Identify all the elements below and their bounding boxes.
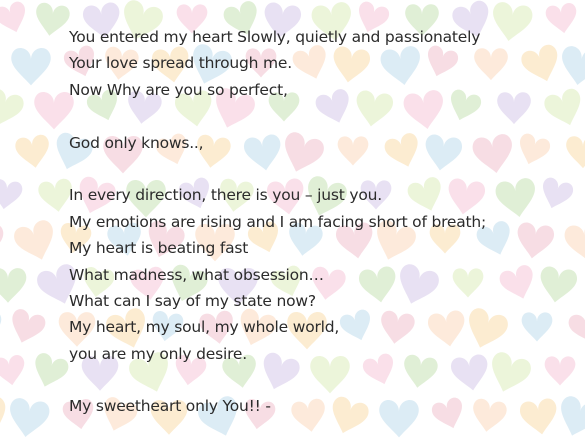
poem-text [69,24,569,420]
poem-signoff: My sweetheart only You!! - [69,397,271,416]
poem-line: You entered my heart Slowly, quietly and passionately [69,28,481,46]
heart-shape [14,134,52,171]
heart-shape [11,48,51,85]
heart-shape [33,2,71,39]
heart-shape [0,0,31,37]
stanza-break [69,156,569,182]
poem-line: God only knows.., [69,133,204,152]
heart-shape [0,224,3,259]
heart-shape [0,310,4,344]
heart-shape [581,89,585,132]
heart-shape [0,268,26,303]
poem-line: you are my only desire. [69,344,247,363]
stanza-break [69,367,569,393]
poem-line: My heart, my soul, my whole world, [69,318,340,337]
heart-shape [6,307,48,348]
heart-shape [0,87,26,131]
poem-line: Your love spread through me. [69,54,292,73]
heart-shape [0,43,6,75]
stanza-break [69,103,569,129]
poem-line: Now Why are you so perfect, [69,80,288,99]
heart-shape [581,0,585,40]
poem-line: My heart is beating fast [69,239,249,258]
heart-shape [29,351,71,392]
heart-shape [566,307,585,348]
poem-line: What can I say of my state now? [69,291,316,310]
poem-line: In every direction, there is you – just you. [69,186,382,205]
heart-shape [0,395,13,438]
heart-shape [12,218,61,266]
heart-shape [6,397,51,438]
poem-line: My emotions are rising and I am facing short of breath; [69,212,487,231]
heart-shape [0,178,23,212]
heart-shape [34,92,74,129]
heart-shape [0,354,27,388]
poem-line: What madness, what obsession… [69,265,324,284]
